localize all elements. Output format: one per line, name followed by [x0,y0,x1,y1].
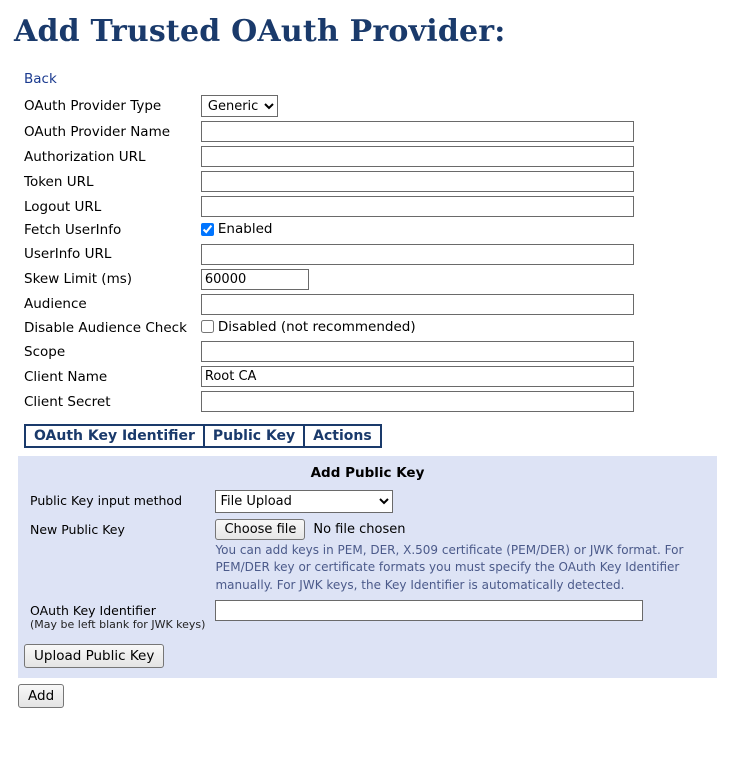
audience-input[interactable] [201,294,634,315]
client-secret-input[interactable] [201,391,634,412]
row-oauth-provider-type [18,93,638,119]
page-title: Add Trusted OAuth Provider: [14,14,506,49]
fetch-userinfo-wrap [201,221,273,237]
row-new-public-key [24,516,704,597]
add-public-key-form [24,487,704,634]
label-key-identifier [24,597,209,634]
public-key-input-method-select[interactable] [215,490,393,513]
row-audience [18,292,638,317]
row-oauth-provider-name [18,119,638,144]
add-public-key-form-body [24,487,704,634]
public-key-help-text: You can add keys in PEM, DER, X.509 certificate (PEM/DER) or JWK format. For PEM/DER key or certificate formats you must specify the OAuth Key Identifier manually. For JWK keys, the Key Identifier is automatically detected. [215,543,684,592]
oauth-provider-name-input[interactable] [201,121,634,142]
field-input-method [209,487,704,516]
authorization-url-input[interactable] [201,146,634,167]
file-chosen-status: No file chosen [313,522,406,537]
oauth-key-identifier-input[interactable] [215,600,643,621]
table-header-row [25,425,381,447]
col-public-key: Public Key [204,425,304,447]
field-fetch-userinfo [195,219,638,242]
field-oauth-provider-name [195,119,638,144]
add-public-key-title: Add Public Key [310,465,425,481]
userinfo-url-input[interactable] [201,244,634,265]
row-key-identifier [24,597,704,634]
row-disable-audience-check [18,317,638,340]
fetch-userinfo-checkbox-label: Enabled [217,221,273,237]
label-oauth-provider-name: OAuth Provider Name [24,123,171,140]
field-key-identifier [209,597,704,634]
label-audience: Audience [24,296,87,312]
row-fetch-userinfo [18,219,638,242]
label-userinfo-url: UserInfo URL [24,246,112,262]
field-disable-audience-check [195,317,638,340]
row-input-method [24,487,704,516]
label-new-public-key: New Public Key [30,522,125,537]
disable-audience-check-label: Disabled (not recommended) [217,318,416,335]
row-token-url [18,169,638,194]
oauth-key-table [24,424,382,448]
label-scope: Scope [24,343,66,360]
field-logout-url [195,194,638,219]
add-button-wrap [18,684,735,708]
label-oauth-provider-type: OAuth Provider Type [24,98,162,114]
field-client-name [195,364,638,389]
label-client-name: Client Name [24,368,108,385]
field-token-url [195,169,638,194]
file-upload-row [215,519,700,540]
key-identifier-note: (May be left blank for JWK keys) [30,618,206,632]
label-token-url: Token URL [24,173,94,190]
add-public-key-panel [18,456,717,678]
oauth-provider-type-select[interactable] [201,95,278,117]
upload-button-wrap [24,644,717,668]
row-client-secret [18,389,638,414]
label-authorization-url: Authorization URL [24,148,146,165]
label-client-secret: Client Secret [24,393,111,410]
col-oauth-key-identifier: OAuth Key Identifier [25,425,204,447]
row-authorization-url [18,144,638,169]
col-actions: Actions [304,425,381,447]
add-button[interactable]: Add [18,684,64,708]
logout-url-input[interactable] [201,196,634,217]
disable-audience-check-checkbox[interactable] [201,320,214,333]
row-client-name [18,364,638,389]
label-disable-audience-check: Disable Audience Check [24,319,187,336]
scope-input[interactable] [201,341,634,362]
field-userinfo-url [195,242,638,267]
oauth-key-table-head [25,425,381,447]
key-identifier-label-text: OAuth Key Identifier [30,603,156,619]
choose-file-button[interactable]: Choose file [215,519,305,540]
label-fetch-userinfo: Fetch UserInfo [24,222,122,239]
field-scope [195,339,638,364]
back-link[interactable]: Back [24,71,57,87]
row-scope [18,339,638,364]
token-url-input[interactable] [201,171,634,192]
field-skew-limit [195,267,638,292]
row-skew-limit [18,267,638,292]
field-client-secret [195,389,638,414]
provider-form [18,93,638,414]
row-userinfo-url [18,242,638,267]
skew-limit-input[interactable] [201,269,309,290]
field-new-public-key [209,516,704,597]
label-input-method: Public Key input method [30,493,183,508]
field-authorization-url [195,144,638,169]
upload-public-key-button[interactable]: Upload Public Key [24,644,164,668]
label-logout-url: Logout URL [24,198,102,215]
client-name-input[interactable] [201,366,634,387]
field-oauth-provider-type [195,93,638,119]
label-skew-limit: Skew Limit (ms) [24,271,133,287]
field-audience [195,292,638,317]
disable-audience-check-wrap [201,319,416,335]
provider-form-body [18,93,638,414]
row-logout-url [18,194,638,219]
fetch-userinfo-checkbox[interactable] [201,223,214,236]
